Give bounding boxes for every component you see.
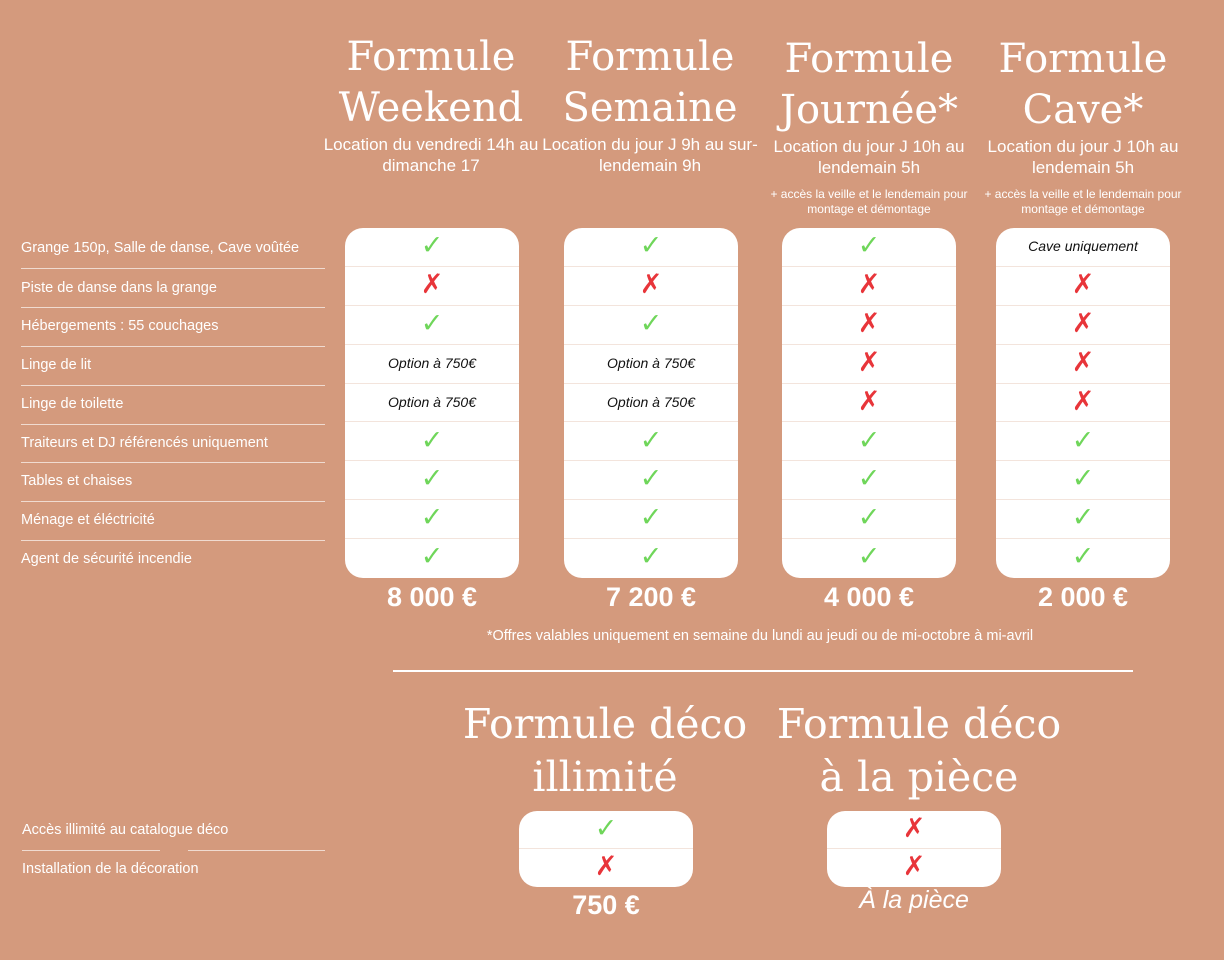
check-icon: ✓ [1071,463,1095,495]
table-cell [345,267,519,306]
table-cell [996,267,1170,306]
footnote: *Offres valables uniquement en semaine du lundi au jeudi ou de mi-octobre à mi-avril [486,628,1034,644]
feature-divider [21,540,325,541]
table-cell [996,500,1170,539]
table-cell [996,228,1170,267]
deco-title [764,698,1074,804]
formule-card [996,228,1170,578]
formule-title-line2: Journée* [779,87,959,133]
cross-icon: ✗ [857,268,881,300]
cross-icon: ✗ [1071,268,1095,300]
cross-icon: ✗ [857,385,881,417]
formule-price: 2 000 € [1037,582,1129,612]
formule-title [968,34,1198,136]
table-cell [345,539,519,578]
check-icon: ✓ [639,424,663,456]
table-cell [996,539,1170,578]
check-icon: ✓ [420,424,444,456]
table-cell [996,306,1170,345]
table-cell [564,345,738,384]
check-icon: ✓ [639,230,663,261]
feature-label: Linge de toilette [21,396,124,412]
cross-icon: ✗ [857,307,881,339]
table-cell [564,228,738,267]
table-cell [519,849,693,887]
feature-divider [21,501,325,502]
feature-divider [21,346,325,347]
table-cell [782,267,956,306]
table-cell [996,345,1170,384]
cell-text: Option à 750€ [388,393,476,410]
formule-subtitle: Location du vendredi 14h au dimanche 17 [323,135,539,175]
formule-price: 4 000 € [823,582,915,612]
cross-icon: ✗ [857,346,881,378]
formule-card [345,228,519,578]
check-icon: ✓ [857,463,881,495]
formule-price: 7 200 € [605,582,697,612]
cell-text: Option à 750€ [607,393,695,410]
feature-label: Linge de lit [21,357,92,373]
feature-label: Grange 150p, Salle de danse, Cave voûtée [21,240,300,256]
table-cell [345,423,519,462]
formule-title-line1: Formule [565,34,735,80]
feature-divider [21,307,325,308]
table-cell [345,500,519,539]
feature-divider [188,850,325,851]
feature-label: Agent de sécurité incendie [21,551,192,567]
formule-title-line1: Formule [346,34,516,80]
table-cell [782,500,956,539]
formule-card [782,228,956,578]
check-icon: ✓ [420,502,444,534]
check-icon: ✓ [420,230,444,261]
cross-icon: ✗ [902,813,926,844]
cell-text: Cave uniquement [1028,238,1138,254]
cell-text: Option à 750€ [388,354,476,371]
check-icon: ✓ [639,463,663,495]
cross-icon: ✗ [1071,346,1095,378]
table-cell [564,306,738,345]
table-cell [345,345,519,384]
cross-icon: ✗ [1071,307,1095,339]
table-cell [782,539,956,578]
check-icon: ✓ [857,230,881,261]
deco-card [827,811,1001,887]
table-cell [782,423,956,462]
table-cell [782,306,956,345]
formule-subtitle: Location du jour J 10h au lendemain 5h [773,137,965,177]
check-icon: ✓ [420,541,444,573]
feature-divider [21,385,325,386]
check-icon: ✓ [857,502,881,534]
formule-title-line2: Semaine [562,85,738,131]
table-cell [564,423,738,462]
cross-icon: ✗ [594,851,618,882]
table-cell [782,228,956,267]
section-divider [393,670,1133,672]
table-cell [564,500,738,539]
table-cell [564,539,738,578]
table-cell [564,267,738,306]
formule-card [564,228,738,578]
cross-icon: ✗ [639,268,663,300]
deco-title-line2: à la pièce [819,753,1019,801]
cross-icon: ✗ [902,851,926,882]
formule-title [754,34,984,136]
check-icon: ✓ [1071,541,1095,573]
table-cell [782,345,956,384]
feature-divider [22,850,160,851]
formule-subtitle: Location du jour J 10h au lendemain 5h [987,137,1179,177]
table-cell [519,811,693,849]
check-icon: ✓ [639,502,663,534]
feature-divider [21,424,325,425]
table-cell [827,811,1001,849]
table-cell [782,461,956,500]
table-cell [564,384,738,423]
formule-note: + accès la veille et le lendemain pour montage et démontage [770,187,968,216]
formule-note: + accès la veille et le lendemain pour montage et démontage [984,187,1182,216]
check-icon: ✓ [420,463,444,495]
feature-divider [21,462,325,463]
table-cell [996,461,1170,500]
check-icon: ✓ [594,813,618,844]
cross-icon: ✗ [420,268,444,300]
deco-title-line1: Formule déco [776,700,1062,748]
deco-card [519,811,693,887]
formule-title-line2: Cave* [1022,87,1144,133]
deco-price: À la pièce [859,886,969,914]
check-icon: ✓ [857,424,881,456]
cross-icon: ✗ [1071,385,1095,417]
table-cell [345,461,519,500]
feature-label: Piste de danse dans la grange [21,280,217,296]
table-cell [345,228,519,267]
formule-price: 8 000 € [386,582,478,612]
feature-label: Hébergements : 55 couchages [21,318,219,334]
deco-feature-label: Installation de la décoration [22,861,199,877]
check-icon: ✓ [639,541,663,573]
check-icon: ✓ [639,307,663,339]
check-icon: ✓ [1071,502,1095,534]
formule-title-line1: Formule [784,36,954,82]
feature-divider [21,268,325,269]
deco-title-line2: illimité [532,753,678,801]
deco-price: 750 € [572,890,640,920]
check-icon: ✓ [857,541,881,573]
formule-title [535,32,765,134]
deco-title-line1: Formule déco [462,700,748,748]
formule-title-line1: Formule [998,36,1168,82]
check-icon: ✓ [1071,424,1095,456]
check-icon: ✓ [420,307,444,339]
cell-text: Option à 750€ [607,354,695,371]
table-cell [782,384,956,423]
table-cell [345,306,519,345]
table-cell [564,461,738,500]
table-cell [996,423,1170,462]
formule-title [316,32,546,134]
feature-label: Traiteurs et DJ référencés uniquement [21,435,268,451]
table-cell [827,849,1001,887]
table-cell [996,384,1170,423]
formule-subtitle: Location du jour J 9h au sur-lendemain 9h [542,135,758,175]
feature-label: Tables et chaises [21,473,133,489]
deco-feature-label: Accès illimité au catalogue déco [22,822,229,838]
deco-title [455,698,755,804]
formule-title-line2: Weekend [338,85,524,131]
table-cell [345,384,519,423]
feature-label: Ménage et éléctricité [21,512,155,528]
